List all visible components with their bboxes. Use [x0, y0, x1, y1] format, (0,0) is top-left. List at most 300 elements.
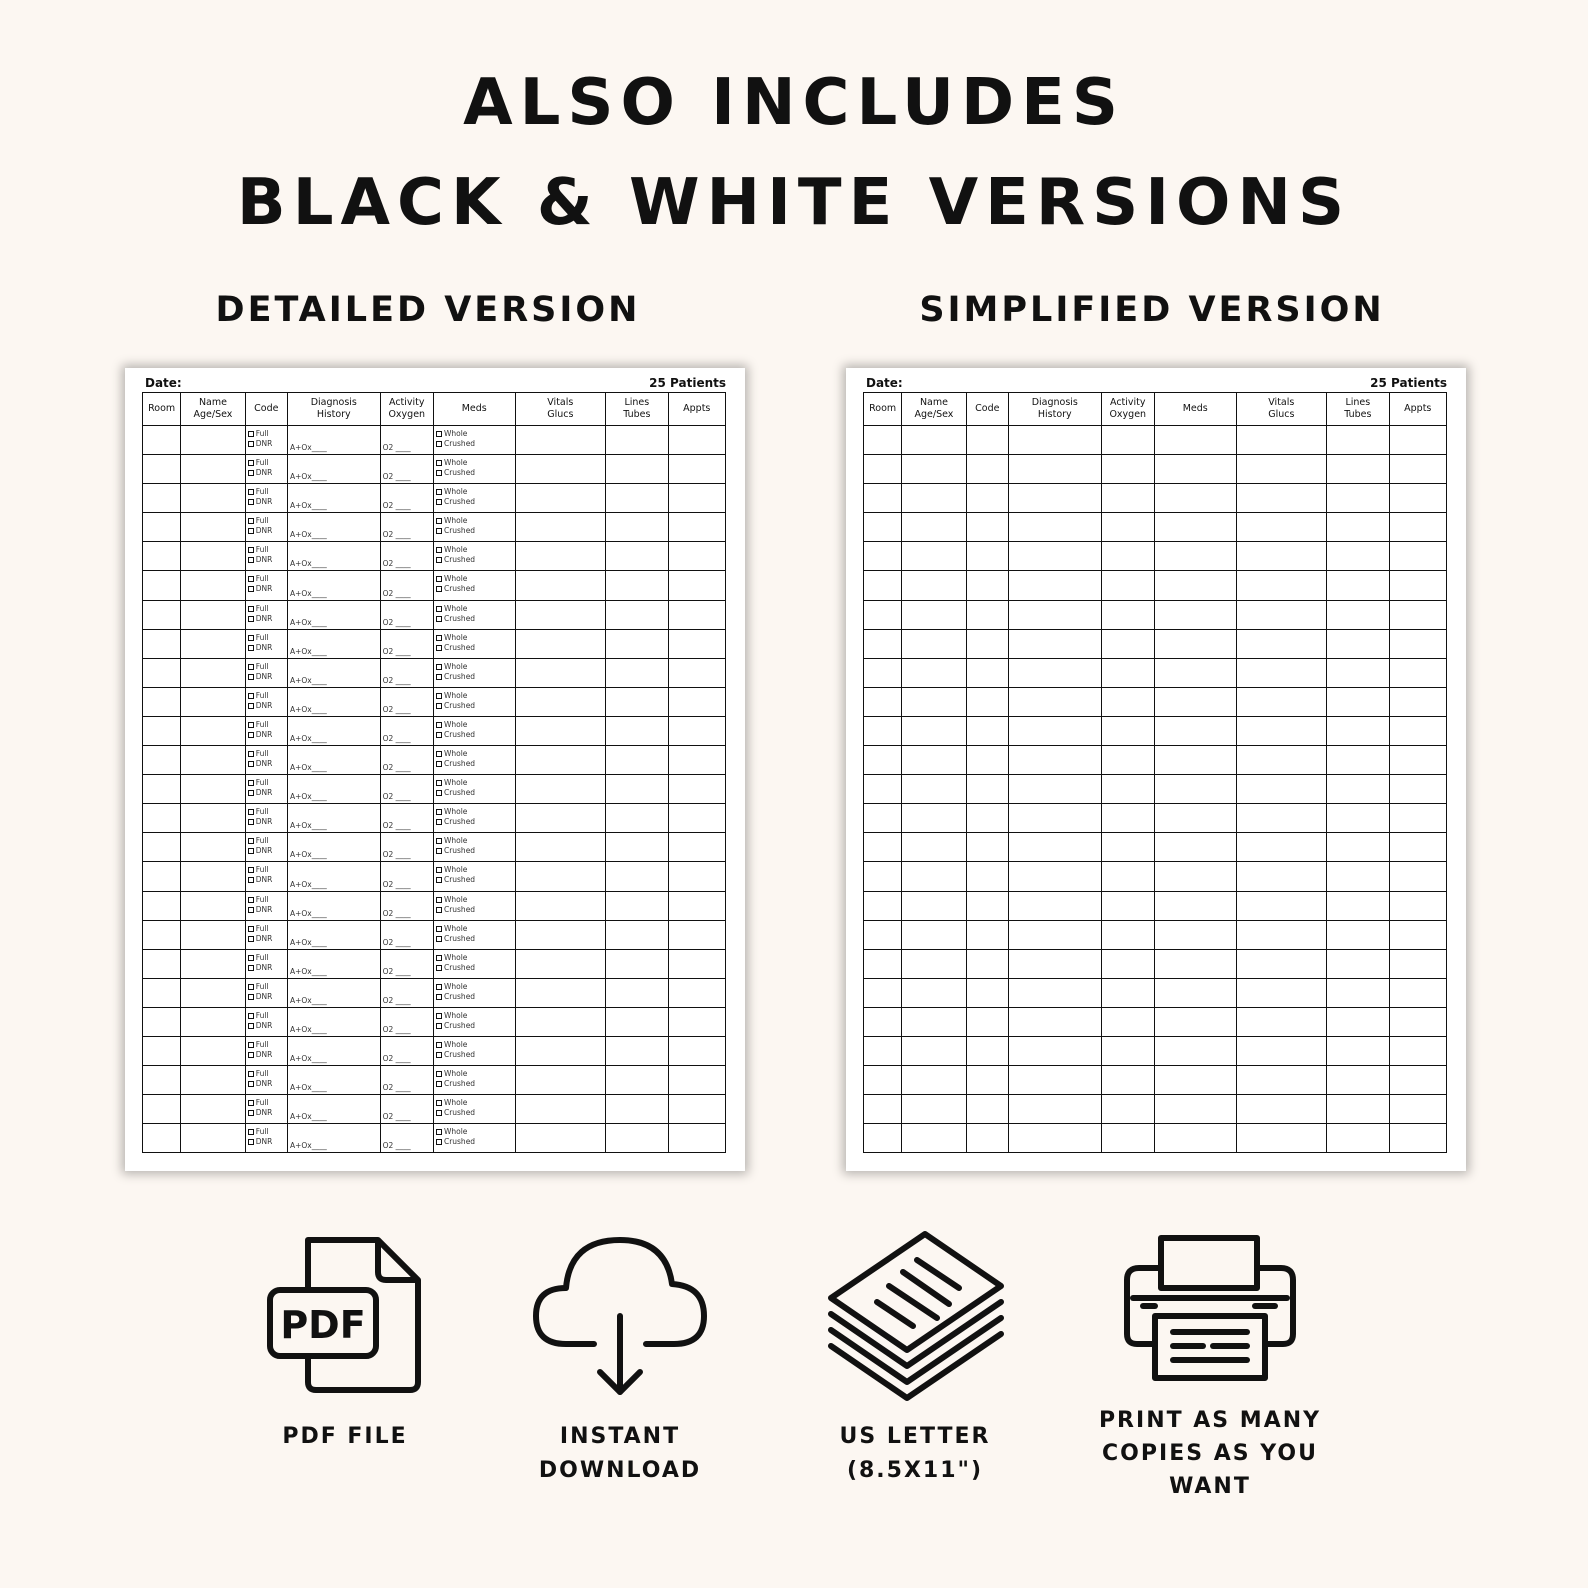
checkbox-icon[interactable]	[248, 518, 254, 524]
checkbox-icon[interactable]	[436, 984, 442, 990]
table-cell[interactable]	[864, 687, 902, 716]
checkbox-option[interactable]	[436, 1040, 515, 1050]
checkbox-option[interactable]	[436, 759, 515, 769]
checkbox-icon[interactable]	[248, 838, 254, 844]
checkbox-option[interactable]	[436, 778, 515, 788]
table-cell[interactable]	[864, 862, 902, 891]
table-cell[interactable]	[902, 687, 966, 716]
table-cell[interactable]	[1389, 891, 1446, 920]
table-cell[interactable]	[1236, 513, 1327, 542]
table-cell[interactable]	[1236, 426, 1327, 455]
table-cell[interactable]	[1008, 687, 1101, 716]
table-cell[interactable]	[143, 891, 181, 920]
table-cell[interactable]	[1236, 455, 1327, 484]
checkbox-option[interactable]	[436, 672, 515, 682]
checkbox-icon[interactable]	[248, 528, 254, 534]
table-cell[interactable]	[143, 1124, 181, 1153]
table-cell[interactable]	[515, 1124, 606, 1153]
table-cell[interactable]	[668, 978, 725, 1007]
table-cell[interactable]	[143, 1066, 181, 1095]
table-cell[interactable]	[966, 571, 1008, 600]
table-cell[interactable]	[902, 833, 966, 862]
table-cell[interactable]	[1008, 716, 1101, 745]
checkbox-option[interactable]	[436, 487, 515, 497]
table-cell[interactable]	[1389, 1007, 1446, 1036]
table-cell[interactable]	[1236, 891, 1327, 920]
table-cell[interactable]	[181, 571, 245, 600]
table-cell[interactable]	[668, 542, 725, 571]
table-cell[interactable]	[380, 862, 433, 891]
table-cell[interactable]	[1389, 804, 1446, 833]
table-cell[interactable]	[1101, 687, 1154, 716]
checkbox-option[interactable]	[248, 1021, 287, 1031]
table-cell[interactable]	[433, 1095, 515, 1124]
checkbox-icon[interactable]	[248, 547, 254, 553]
checkbox-icon[interactable]	[248, 489, 254, 495]
checkbox-icon[interactable]	[436, 557, 442, 563]
table-cell[interactable]	[864, 949, 902, 978]
table-cell[interactable]	[902, 1007, 966, 1036]
table-cell[interactable]	[143, 542, 181, 571]
table-cell[interactable]	[1389, 1095, 1446, 1124]
checkbox-option[interactable]	[436, 865, 515, 875]
table-cell[interactable]	[181, 978, 245, 1007]
table-cell[interactable]	[380, 1095, 433, 1124]
table-cell[interactable]	[864, 833, 902, 862]
checkbox-icon[interactable]	[436, 877, 442, 883]
table-cell[interactable]	[181, 629, 245, 658]
table-cell[interactable]	[1008, 426, 1101, 455]
checkbox-icon[interactable]	[248, 936, 254, 942]
table-cell[interactable]	[1389, 687, 1446, 716]
checkbox-option[interactable]	[248, 934, 287, 944]
table-cell[interactable]	[245, 978, 287, 1007]
checkbox-icon[interactable]	[436, 1042, 442, 1048]
checkbox-option[interactable]	[248, 924, 287, 934]
table-cell[interactable]	[245, 1036, 287, 1065]
table-cell[interactable]	[245, 1095, 287, 1124]
table-cell[interactable]	[515, 658, 606, 687]
checkbox-icon[interactable]	[248, 460, 254, 466]
checkbox-option[interactable]	[436, 730, 515, 740]
table-cell[interactable]	[864, 658, 902, 687]
table-cell[interactable]	[1008, 629, 1101, 658]
table-cell[interactable]	[433, 804, 515, 833]
table-cell[interactable]	[380, 775, 433, 804]
checkbox-icon[interactable]	[436, 635, 442, 641]
checkbox-option[interactable]	[436, 691, 515, 701]
table-cell[interactable]	[864, 775, 902, 804]
checkbox-option[interactable]	[248, 555, 287, 565]
table-cell[interactable]	[181, 1007, 245, 1036]
table-cell[interactable]	[433, 513, 515, 542]
table-cell[interactable]	[902, 629, 966, 658]
table-cell[interactable]	[606, 542, 668, 571]
table-cell[interactable]	[966, 862, 1008, 891]
table-cell[interactable]	[1327, 513, 1389, 542]
table-cell[interactable]	[1154, 949, 1236, 978]
table-cell[interactable]	[181, 862, 245, 891]
table-cell[interactable]	[1327, 978, 1389, 1007]
checkbox-icon[interactable]	[248, 703, 254, 709]
table-cell[interactable]	[181, 600, 245, 629]
table-cell[interactable]	[1008, 746, 1101, 775]
checkbox-option[interactable]	[436, 807, 515, 817]
checkbox-icon[interactable]	[436, 1013, 442, 1019]
table-cell[interactable]	[1101, 862, 1154, 891]
table-cell[interactable]	[1327, 746, 1389, 775]
table-cell[interactable]	[668, 1124, 725, 1153]
checkbox-option[interactable]	[248, 691, 287, 701]
checkbox-option[interactable]	[248, 807, 287, 817]
checkbox-option[interactable]	[436, 545, 515, 555]
table-cell[interactable]	[143, 455, 181, 484]
checkbox-option[interactable]	[248, 497, 287, 507]
checkbox-option[interactable]	[436, 992, 515, 1002]
checkbox-icon[interactable]	[248, 576, 254, 582]
checkbox-option[interactable]	[248, 1137, 287, 1147]
table-cell[interactable]	[287, 426, 380, 455]
checkbox-option[interactable]	[248, 468, 287, 478]
table-cell[interactable]	[864, 716, 902, 745]
checkbox-icon[interactable]	[436, 586, 442, 592]
table-cell[interactable]	[143, 658, 181, 687]
checkbox-option[interactable]	[248, 633, 287, 643]
table-cell[interactable]	[380, 949, 433, 978]
table-cell[interactable]	[668, 600, 725, 629]
table-cell[interactable]	[1327, 920, 1389, 949]
table-cell[interactable]	[245, 513, 287, 542]
table-cell[interactable]	[668, 629, 725, 658]
checkbox-option[interactable]	[248, 545, 287, 555]
checkbox-icon[interactable]	[436, 838, 442, 844]
table-cell[interactable]	[902, 513, 966, 542]
table-cell[interactable]	[668, 1007, 725, 1036]
checkbox-icon[interactable]	[436, 1110, 442, 1116]
table-cell[interactable]	[1008, 484, 1101, 513]
table-cell[interactable]	[1154, 978, 1236, 1007]
checkbox-icon[interactable]	[436, 703, 442, 709]
table-cell[interactable]	[1327, 455, 1389, 484]
table-cell[interactable]	[902, 1036, 966, 1065]
table-cell[interactable]	[1236, 746, 1327, 775]
table-cell[interactable]	[515, 629, 606, 658]
checkbox-option[interactable]	[248, 487, 287, 497]
table-cell[interactable]	[966, 513, 1008, 542]
checkbox-option[interactable]	[436, 604, 515, 614]
table-cell[interactable]	[966, 1066, 1008, 1095]
checkbox-icon[interactable]	[248, 965, 254, 971]
table-cell[interactable]	[245, 484, 287, 513]
table-cell[interactable]	[1236, 775, 1327, 804]
checkbox-option[interactable]	[436, 526, 515, 536]
table-cell[interactable]	[864, 455, 902, 484]
checkbox-icon[interactable]	[248, 693, 254, 699]
table-cell[interactable]	[433, 920, 515, 949]
checkbox-icon[interactable]	[436, 1081, 442, 1087]
table-cell[interactable]	[143, 775, 181, 804]
checkbox-icon[interactable]	[436, 664, 442, 670]
checkbox-option[interactable]	[436, 1098, 515, 1108]
table-cell[interactable]	[668, 949, 725, 978]
table-cell[interactable]	[287, 862, 380, 891]
table-cell[interactable]	[1154, 455, 1236, 484]
table-cell[interactable]	[902, 600, 966, 629]
table-cell[interactable]	[1327, 775, 1389, 804]
checkbox-option[interactable]	[248, 526, 287, 536]
table-cell[interactable]	[380, 426, 433, 455]
checkbox-option[interactable]	[248, 1040, 287, 1050]
checkbox-option[interactable]	[248, 1050, 287, 1060]
table-cell[interactable]	[606, 1124, 668, 1153]
checkbox-icon[interactable]	[248, 606, 254, 612]
table-cell[interactable]	[515, 455, 606, 484]
table-cell[interactable]	[1236, 571, 1327, 600]
checkbox-icon[interactable]	[248, 1052, 254, 1058]
table-cell[interactable]	[380, 833, 433, 862]
checkbox-option[interactable]	[436, 1021, 515, 1031]
table-cell[interactable]	[287, 775, 380, 804]
checkbox-icon[interactable]	[436, 645, 442, 651]
table-cell[interactable]	[1008, 1007, 1101, 1036]
checkbox-option[interactable]	[248, 643, 287, 653]
table-cell[interactable]	[245, 542, 287, 571]
table-cell[interactable]	[902, 804, 966, 833]
table-cell[interactable]	[433, 687, 515, 716]
table-cell[interactable]	[864, 484, 902, 513]
checkbox-icon[interactable]	[248, 897, 254, 903]
table-cell[interactable]	[515, 804, 606, 833]
table-cell[interactable]	[143, 1036, 181, 1065]
table-cell[interactable]	[380, 1066, 433, 1095]
table-cell[interactable]	[380, 571, 433, 600]
checkbox-option[interactable]	[436, 1050, 515, 1060]
table-cell[interactable]	[515, 746, 606, 775]
table-cell[interactable]	[181, 1036, 245, 1065]
table-cell[interactable]	[966, 804, 1008, 833]
table-cell[interactable]	[245, 920, 287, 949]
checkbox-option[interactable]	[248, 875, 287, 885]
table-cell[interactable]	[1154, 513, 1236, 542]
checkbox-option[interactable]	[248, 1127, 287, 1137]
checkbox-icon[interactable]	[436, 780, 442, 786]
checkbox-option[interactable]	[248, 788, 287, 798]
table-cell[interactable]	[181, 1066, 245, 1095]
table-cell[interactable]	[515, 1036, 606, 1065]
checkbox-icon[interactable]	[248, 877, 254, 883]
checkbox-icon[interactable]	[436, 499, 442, 505]
table-cell[interactable]	[143, 833, 181, 862]
checkbox-icon[interactable]	[248, 645, 254, 651]
table-cell[interactable]	[1154, 746, 1236, 775]
table-cell[interactable]	[606, 687, 668, 716]
checkbox-icon[interactable]	[248, 1081, 254, 1087]
table-cell[interactable]	[864, 542, 902, 571]
checkbox-icon[interactable]	[248, 674, 254, 680]
table-cell[interactable]	[181, 455, 245, 484]
table-cell[interactable]	[1008, 775, 1101, 804]
checkbox-icon[interactable]	[248, 1042, 254, 1048]
table-cell[interactable]	[606, 716, 668, 745]
table-cell[interactable]	[1154, 658, 1236, 687]
table-cell[interactable]	[606, 833, 668, 862]
checkbox-icon[interactable]	[436, 965, 442, 971]
table-cell[interactable]	[668, 484, 725, 513]
table-cell[interactable]	[1008, 600, 1101, 629]
checkbox-option[interactable]	[248, 439, 287, 449]
table-cell[interactable]	[287, 513, 380, 542]
table-cell[interactable]	[181, 891, 245, 920]
table-cell[interactable]	[1101, 426, 1154, 455]
table-cell[interactable]	[606, 1036, 668, 1065]
checkbox-option[interactable]	[248, 614, 287, 624]
checkbox-icon[interactable]	[436, 460, 442, 466]
table-cell[interactable]	[1389, 746, 1446, 775]
table-cell[interactable]	[606, 426, 668, 455]
checkbox-option[interactable]	[436, 1137, 515, 1147]
table-cell[interactable]	[1008, 571, 1101, 600]
table-cell[interactable]	[1327, 426, 1389, 455]
table-cell[interactable]	[181, 716, 245, 745]
table-cell[interactable]	[380, 920, 433, 949]
checkbox-icon[interactable]	[436, 606, 442, 612]
checkbox-icon[interactable]	[248, 994, 254, 1000]
table-cell[interactable]	[902, 571, 966, 600]
table-cell[interactable]	[606, 746, 668, 775]
checkbox-icon[interactable]	[436, 819, 442, 825]
table-cell[interactable]	[287, 949, 380, 978]
checkbox-icon[interactable]	[248, 955, 254, 961]
table-cell[interactable]	[1008, 513, 1101, 542]
checkbox-option[interactable]	[436, 905, 515, 915]
table-cell[interactable]	[245, 949, 287, 978]
checkbox-icon[interactable]	[436, 790, 442, 796]
table-cell[interactable]	[1236, 716, 1327, 745]
table-cell[interactable]	[143, 949, 181, 978]
checkbox-icon[interactable]	[248, 926, 254, 932]
checkbox-icon[interactable]	[436, 848, 442, 854]
table-cell[interactable]	[1327, 862, 1389, 891]
table-cell[interactable]	[380, 542, 433, 571]
table-cell[interactable]	[245, 804, 287, 833]
table-cell[interactable]	[1154, 775, 1236, 804]
table-cell[interactable]	[433, 891, 515, 920]
checkbox-icon[interactable]	[436, 907, 442, 913]
table-cell[interactable]	[1389, 629, 1446, 658]
checkbox-icon[interactable]	[248, 586, 254, 592]
table-cell[interactable]	[287, 687, 380, 716]
table-cell[interactable]	[606, 1007, 668, 1036]
table-cell[interactable]	[1236, 687, 1327, 716]
table-cell[interactable]	[902, 542, 966, 571]
checkbox-icon[interactable]	[248, 867, 254, 873]
table-cell[interactable]	[1008, 978, 1101, 1007]
checkbox-icon[interactable]	[436, 809, 442, 815]
checkbox-option[interactable]	[436, 1127, 515, 1137]
table-cell[interactable]	[1008, 920, 1101, 949]
checkbox-option[interactable]	[436, 836, 515, 846]
table-cell[interactable]	[1101, 629, 1154, 658]
table-cell[interactable]	[1008, 862, 1101, 891]
table-cell[interactable]	[433, 746, 515, 775]
table-cell[interactable]	[1101, 775, 1154, 804]
table-cell[interactable]	[1101, 542, 1154, 571]
table-cell[interactable]	[433, 484, 515, 513]
table-cell[interactable]	[380, 891, 433, 920]
checkbox-icon[interactable]	[436, 897, 442, 903]
checkbox-icon[interactable]	[436, 1129, 442, 1135]
checkbox-icon[interactable]	[436, 936, 442, 942]
table-cell[interactable]	[1154, 891, 1236, 920]
table-cell[interactable]	[864, 804, 902, 833]
table-cell[interactable]	[1101, 1007, 1154, 1036]
checkbox-option[interactable]	[248, 846, 287, 856]
table-cell[interactable]	[143, 862, 181, 891]
checkbox-option[interactable]	[248, 584, 287, 594]
checkbox-option[interactable]	[248, 865, 287, 875]
checkbox-icon[interactable]	[248, 790, 254, 796]
checkbox-icon[interactable]	[436, 470, 442, 476]
checkbox-icon[interactable]	[436, 751, 442, 757]
table-cell[interactable]	[1389, 833, 1446, 862]
checkbox-icon[interactable]	[248, 1110, 254, 1116]
checkbox-option[interactable]	[248, 574, 287, 584]
table-cell[interactable]	[1101, 455, 1154, 484]
checkbox-option[interactable]	[436, 1079, 515, 1089]
table-cell[interactable]	[181, 1124, 245, 1153]
table-cell[interactable]	[380, 658, 433, 687]
checkbox-option[interactable]	[248, 701, 287, 711]
table-cell[interactable]	[902, 1095, 966, 1124]
table-cell[interactable]	[433, 629, 515, 658]
table-cell[interactable]	[1101, 978, 1154, 1007]
table-cell[interactable]	[181, 920, 245, 949]
table-cell[interactable]	[1327, 1095, 1389, 1124]
table-cell[interactable]	[1389, 775, 1446, 804]
table-cell[interactable]	[668, 1036, 725, 1065]
table-cell[interactable]	[1154, 1066, 1236, 1095]
checkbox-icon[interactable]	[248, 722, 254, 728]
table-cell[interactable]	[515, 775, 606, 804]
table-cell[interactable]	[864, 1124, 902, 1153]
checkbox-option[interactable]	[436, 458, 515, 468]
table-cell[interactable]	[1389, 920, 1446, 949]
checkbox-icon[interactable]	[436, 518, 442, 524]
checkbox-icon[interactable]	[248, 664, 254, 670]
table-cell[interactable]	[181, 775, 245, 804]
table-cell[interactable]	[966, 949, 1008, 978]
checkbox-option[interactable]	[436, 749, 515, 759]
table-cell[interactable]	[864, 891, 902, 920]
table-cell[interactable]	[380, 600, 433, 629]
table-cell[interactable]	[606, 658, 668, 687]
table-cell[interactable]	[966, 658, 1008, 687]
table-cell[interactable]	[668, 746, 725, 775]
checkbox-icon[interactable]	[248, 616, 254, 622]
table-cell[interactable]	[864, 1007, 902, 1036]
table-cell[interactable]	[143, 687, 181, 716]
table-cell[interactable]	[1154, 542, 1236, 571]
table-cell[interactable]	[606, 484, 668, 513]
checkbox-icon[interactable]	[436, 732, 442, 738]
table-cell[interactable]	[380, 455, 433, 484]
checkbox-option[interactable]	[248, 1069, 287, 1079]
checkbox-icon[interactable]	[248, 557, 254, 563]
table-cell[interactable]	[864, 920, 902, 949]
table-cell[interactable]	[181, 513, 245, 542]
checkbox-icon[interactable]	[436, 693, 442, 699]
table-cell[interactable]	[668, 687, 725, 716]
